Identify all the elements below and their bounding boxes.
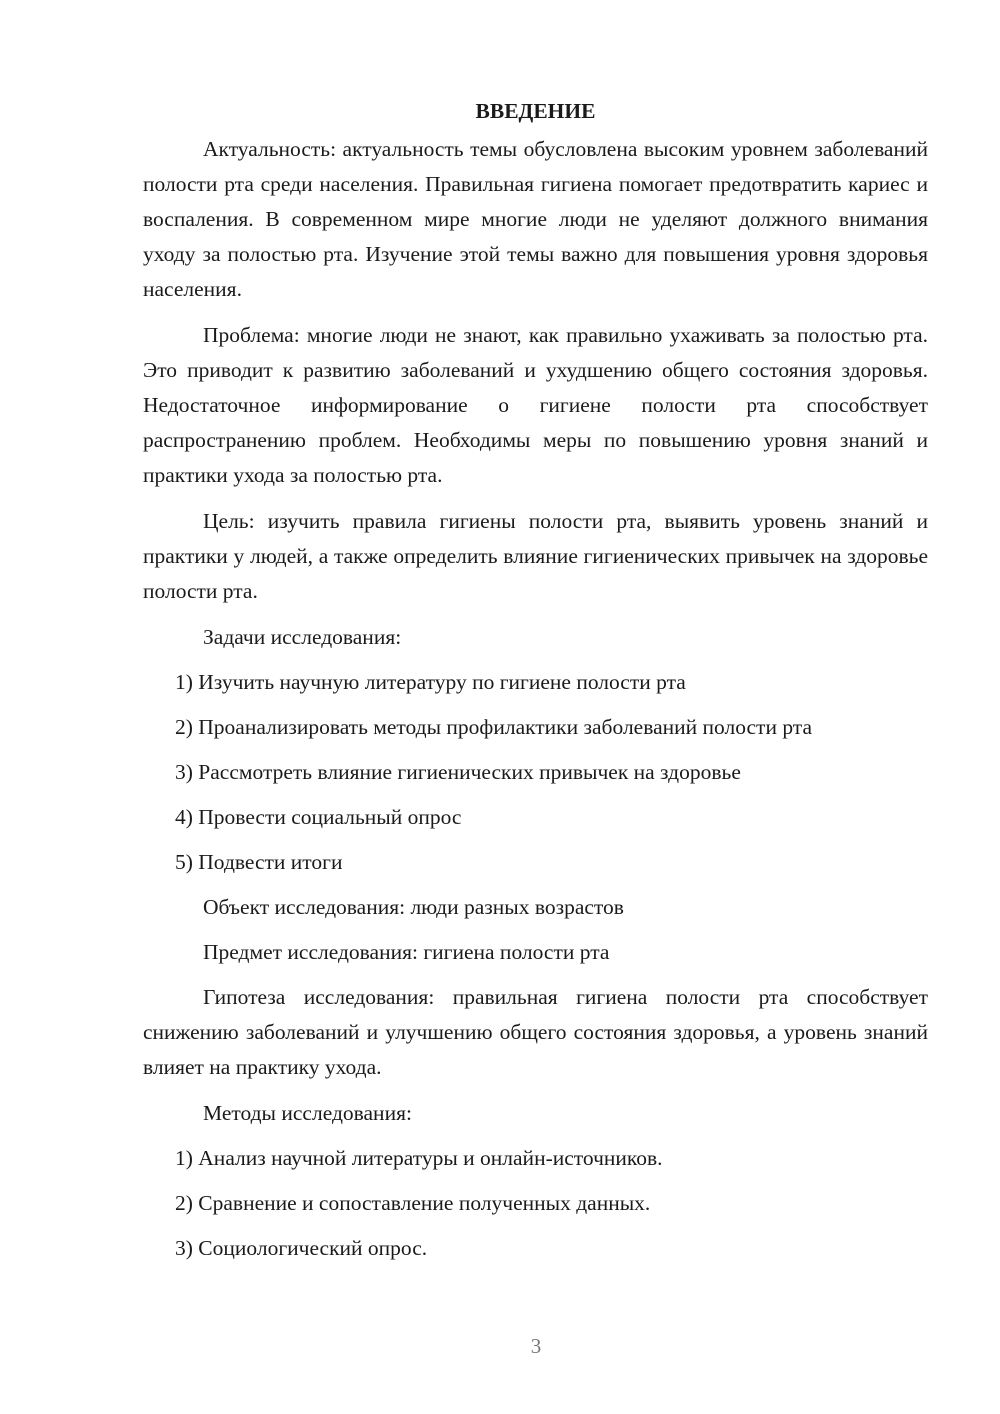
problem-paragraph: Проблема: многие люди не знают, как правильно ухаживать за полостью рта. Это приводит к развитию заболеваний и ухудшению общего состояния здоровья. Недостаточное информирование о гигиене полости рта способствует распространению проблем. Необходимы меры по повышению уровня знаний и практики ухода за полостью рта. — [143, 323, 928, 487]
page-number: 3 — [530, 1334, 542, 1358]
method-item: 3) Социологический опрос. — [175, 1236, 428, 1260]
tasks-heading: Задачи исследования: — [203, 625, 402, 649]
method-item: 2) Сравнение и сопоставление полученных данных. — [175, 1191, 651, 1215]
page-title: ВВЕДЕНИЕ — [475, 99, 596, 123]
method-item: 1) Анализ научной литературы и онлайн-источников. — [175, 1146, 663, 1170]
task-item: 1) Изучить научную литературу по гигиене полости рта — [175, 670, 686, 694]
task-item: 3) Рассмотреть влияние гигиенических привычек на здоровье — [175, 760, 741, 784]
methods-heading: Методы исследования: — [203, 1101, 412, 1125]
goal-paragraph: Цель: изучить правила гигиены полости рта, выявить уровень знаний и практики у людей, а также определить влияние гигиенических привычек на здоровье полости рта. — [143, 509, 928, 603]
task-item: 2) Проанализировать методы профилактики заболеваний полости рта — [175, 715, 813, 739]
page-content — [143, 96, 928, 1276]
hypothesis-paragraph: Гипотеза исследования: правильная гигиена полости рта способствует снижению заболеваний и улучшению общего состояния здоровья, а уровень знаний влияет на практику ухода. — [143, 985, 928, 1079]
actuality-paragraph: Актуальность: актуальность темы обусловлена высоким уровнем заболеваний полости рта среди населения. Правильная гигиена помогает предотвратить кариес и воспаления. В современном мире многие люди не уделяют должного внимания уходу за полостью рта. Изучение этой темы важно для повышения уровня здоровья населения. — [143, 137, 928, 301]
research-subject: Предмет исследования: гигиена полости рта — [203, 940, 610, 964]
task-item: 4) Провести социальный опрос — [175, 805, 462, 829]
task-item: 5) Подвести итоги — [175, 850, 343, 874]
research-object: Объект исследования: люди разных возрастов — [203, 895, 624, 919]
